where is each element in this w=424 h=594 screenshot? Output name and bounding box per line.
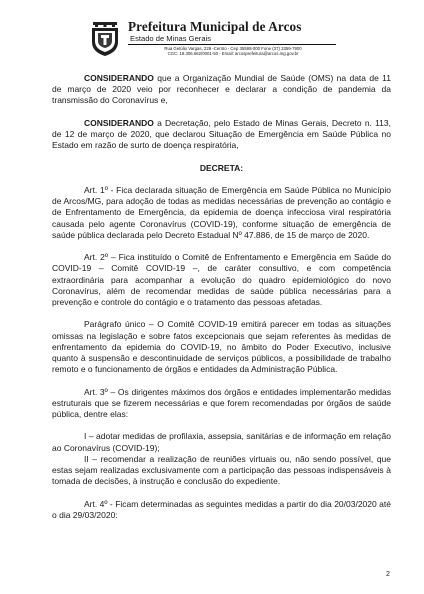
letterhead-title: Prefeitura Municipal de Arcos	[128, 19, 302, 34]
article-3-item-1: I – adotar medidas de profilaxia, assepsia, sanitárias e de informação em relação ao Coronavírus (COVID-19);	[52, 431, 391, 453]
considerando-keyword: CONSIDERANDO	[84, 73, 154, 83]
letterhead-divider	[128, 44, 336, 45]
considerando-keyword: CONSIDERANDO	[84, 117, 154, 128]
considerando-text: que a Organização Mundial de Saúde (OMS) na data de 11 de março de 2020 veio por reconhecer e declarar a condição de pandemia da transmissão do Coronavírus e,	[52, 73, 391, 106]
considerando-paragraph-1	[52, 73, 391, 107]
letterhead	[90, 20, 350, 64]
article-3: Art. 3º – Os dirigentes máximos dos órgãos e entidades implementarão medidas estruturais que se fizerem necessárias e que forem recomendadas por órgãos de saúde pública, dentre elas:	[52, 386, 391, 419]
decreta-heading: DECRETA:	[199, 162, 244, 173]
considerando-text: a Decretação, pelo Estado de Minas Gerais, Decreto n. 113, de 12 de março de 2020, que declarou Situação de Emergência em Saúde Pública no Estado em razão de surto de doença respiratória,	[52, 117, 391, 151]
municipal-seal-icon	[90, 22, 120, 56]
article-2-paragraph: Parágrafo único – O Comitê COVID-19 emitirá parecer em todas as situações omissas na legislação e sobre fatos excepcionais que sejam referentes às medidas de enfrentamento da epidemia do COVID-19, no âmbito do Poder Executivo, inclusive quanto à suspensão e descontinuidade de serviços públicos, a possibilidade de trabalho remoto e o funcionamento de órgãos e entidades da Administração Pública.	[52, 319, 391, 375]
document-body	[52, 73, 391, 521]
letterhead-address: Rua Getúlio Vargas, 228 -Centro - Cep 35588-000 Fone (37) 3359-7900	[164, 46, 302, 51]
article-4: Art. 4º - Ficam determinadas as seguintes medidas a partir do dia 20/03/2020 até o dia 29/03/2020:	[52, 498, 391, 520]
article-3-item-2: II – recomendar a realização de reuniões virtuais ou, não sendo possível, que estas sejam realizadas exclusivamente com a participação das pessoas indispensáveis à tomada de decisões, à instrução e conclusão do expediente.	[52, 453, 391, 487]
letterhead-contact: CGC: 18.306.662/0001-50 - Email: arcosprefeitura@arcos.mg.gov.br	[167, 51, 299, 57]
page-number: 2	[386, 571, 390, 578]
letterhead-subtitle: Estado de Minas Gerais	[130, 34, 212, 43]
article-1: Art. 1º - Fica declarada situação de Emergência em Saúde Pública no Município de Arcos/MG, para adoção de todas as medidas necessárias de prevenção ao contágio e de Enfrentamento de Emergência, da epidemia de doença infecciosa viral respiratória causada pelo agente Coronavírus (COVID-19), conforme situação de emergência de saúde pública declarada pelo Decreto Estadual Nº 47.886, de 15 de março de 2020.	[52, 184, 391, 240]
article-2: Art. 2º – Fica instituído o Comitê de Enfrentamento e Emergência em Saúde do COVID-19 – Comitê COVID-19 –, de caráter consultivo, e com competência extraordinária para acompanhar a evolução do quadro epidemiológico do novo Coronavírus, além de recomendar medidas de saúde pública necessárias para a prevenção e controle do contágio e o tratamento das pessoas afetadas.	[52, 252, 391, 307]
considerando-paragraph-2	[52, 118, 391, 152]
